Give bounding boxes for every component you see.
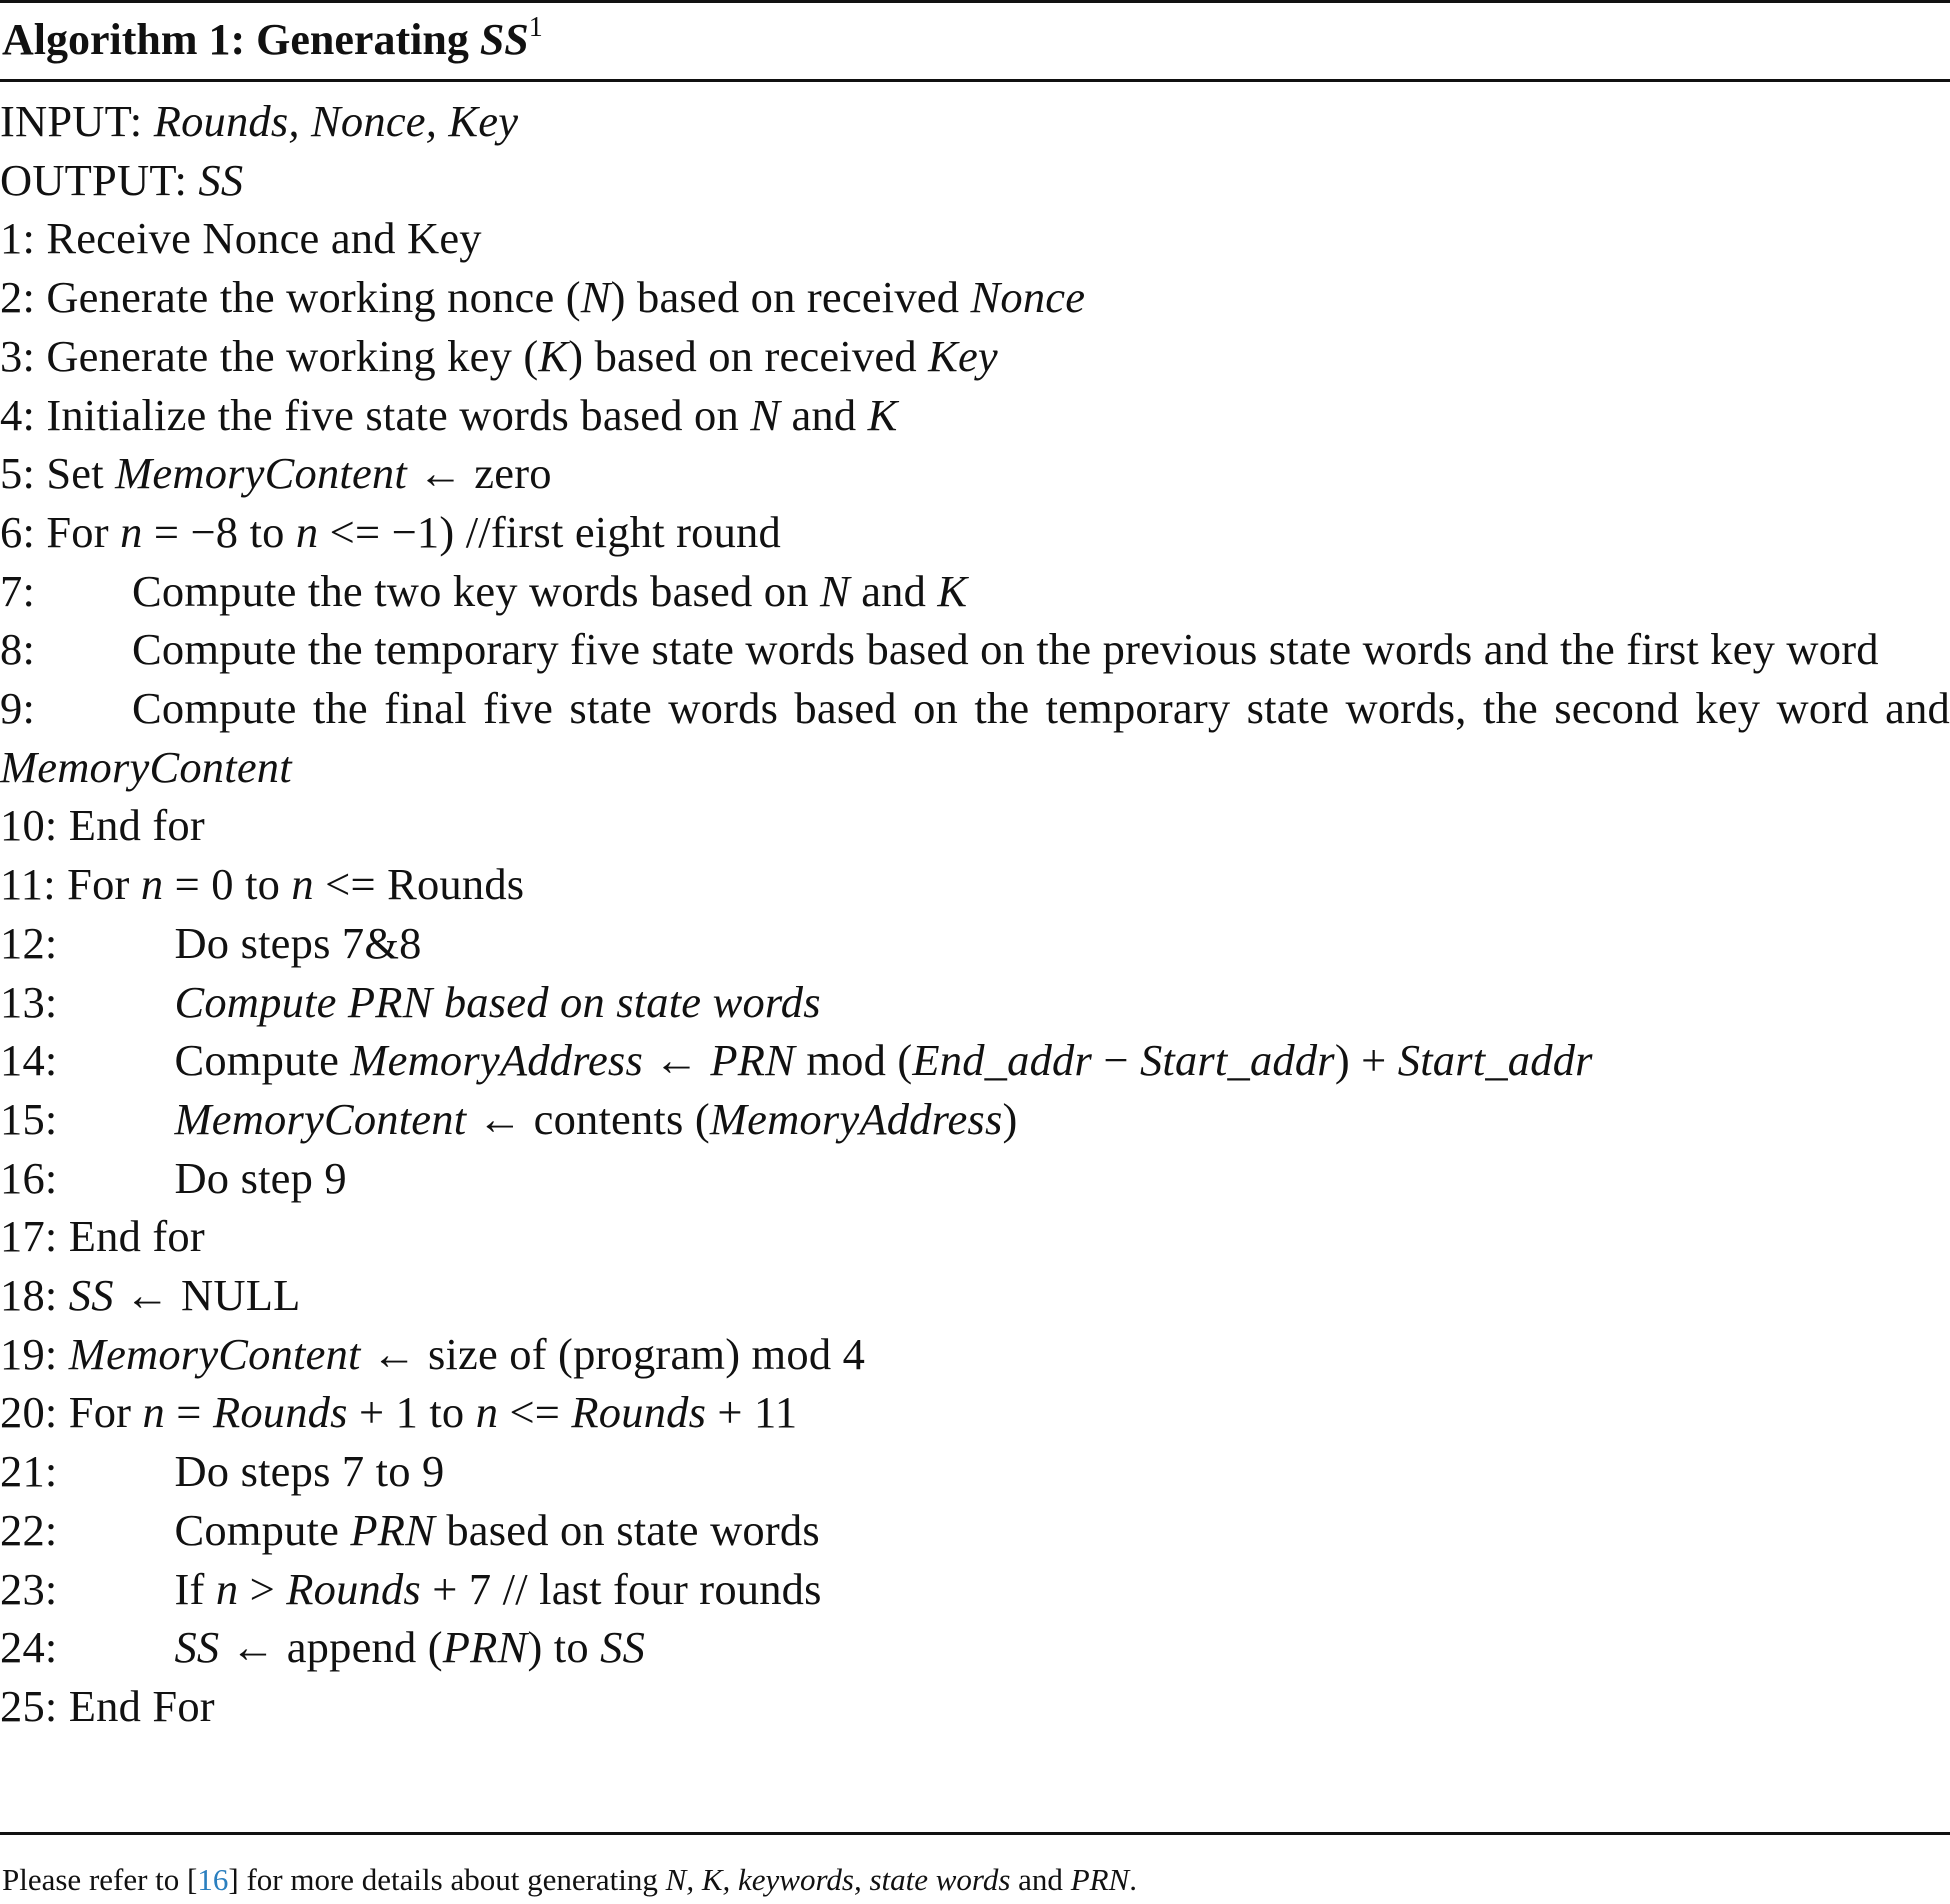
- step-15: 15: MemoryContent ← contents (MemoryAddress): [0, 1093, 1018, 1144]
- title-rule: [0, 79, 1950, 82]
- step-9: 9: Compute the final five state words based on the temporary state words, the second key word and MemoryContent: [0, 683, 1950, 792]
- step-13: 13: Compute PRN based on state words: [0, 976, 821, 1027]
- algorithm-title: Algorithm 1: Generating $SS^1$: [2, 12, 543, 64]
- step-7: 7: Compute the two key words based on N and K: [0, 565, 968, 616]
- step-4: 4: Initialize the five state words based on N and K: [0, 389, 898, 440]
- reference-link[interactable]: 16: [197, 1862, 229, 1897]
- step-17: 17: End for: [0, 1211, 205, 1262]
- footnote: Please refer to [16] for more details about generating N, K, keywords, state words and PRN.: [2, 1862, 1137, 1897]
- step-23: 23: If n > Rounds + 7 // last four rounds: [0, 1563, 822, 1614]
- bottom-rule: [0, 1832, 1950, 1835]
- step-18: 18: SS ← NULL: [0, 1270, 301, 1321]
- step-1: 1: Receive Nonce and Key: [0, 213, 482, 264]
- step-12: 12: Do steps 7&8: [0, 917, 422, 968]
- step-25: 25: End For: [0, 1680, 215, 1731]
- input-line: INPUT: Rounds, Nonce, Key: [0, 96, 519, 146]
- step-3: 3: Generate the working key (K) based on received Key: [0, 330, 998, 381]
- output-line: OUTPUT: SS: [0, 154, 244, 205]
- step-22: 22: Compute PRN based on state words: [0, 1504, 820, 1555]
- step-14: 14: Compute MemoryAddress ← PRN mod (End_addr − Start_addr) + Start_addr: [0, 1035, 1593, 1086]
- algorithm-body: [0, 92, 1950, 1736]
- step-5: 5: Set MemoryContent ← zero: [0, 448, 552, 499]
- top-rule: [0, 0, 1950, 3]
- step-24: 24: SS ← append (PRN) to SS: [0, 1622, 646, 1673]
- step-11: 11: For n = 0 to n <= Rounds: [0, 859, 525, 910]
- step-6: 6: For n = −8 to n <= −1) //first eight round: [0, 506, 781, 557]
- step-16: 16: Do step 9: [0, 1152, 347, 1203]
- step-20: 20: For n = Rounds + 1 to n <= Rounds + 11: [0, 1387, 798, 1438]
- step-10: 10: End for: [0, 800, 205, 851]
- step-2: 2: Generate the working nonce (N) based on received Nonce: [0, 272, 1086, 323]
- step-21: 21: Do steps 7 to 9: [0, 1446, 445, 1497]
- step-8: 8: Compute the temporary five state words based on the previous state words and the first key word: [0, 624, 1879, 675]
- step-19: 19: MemoryContent ← size of (program) mod 4: [0, 1328, 866, 1379]
